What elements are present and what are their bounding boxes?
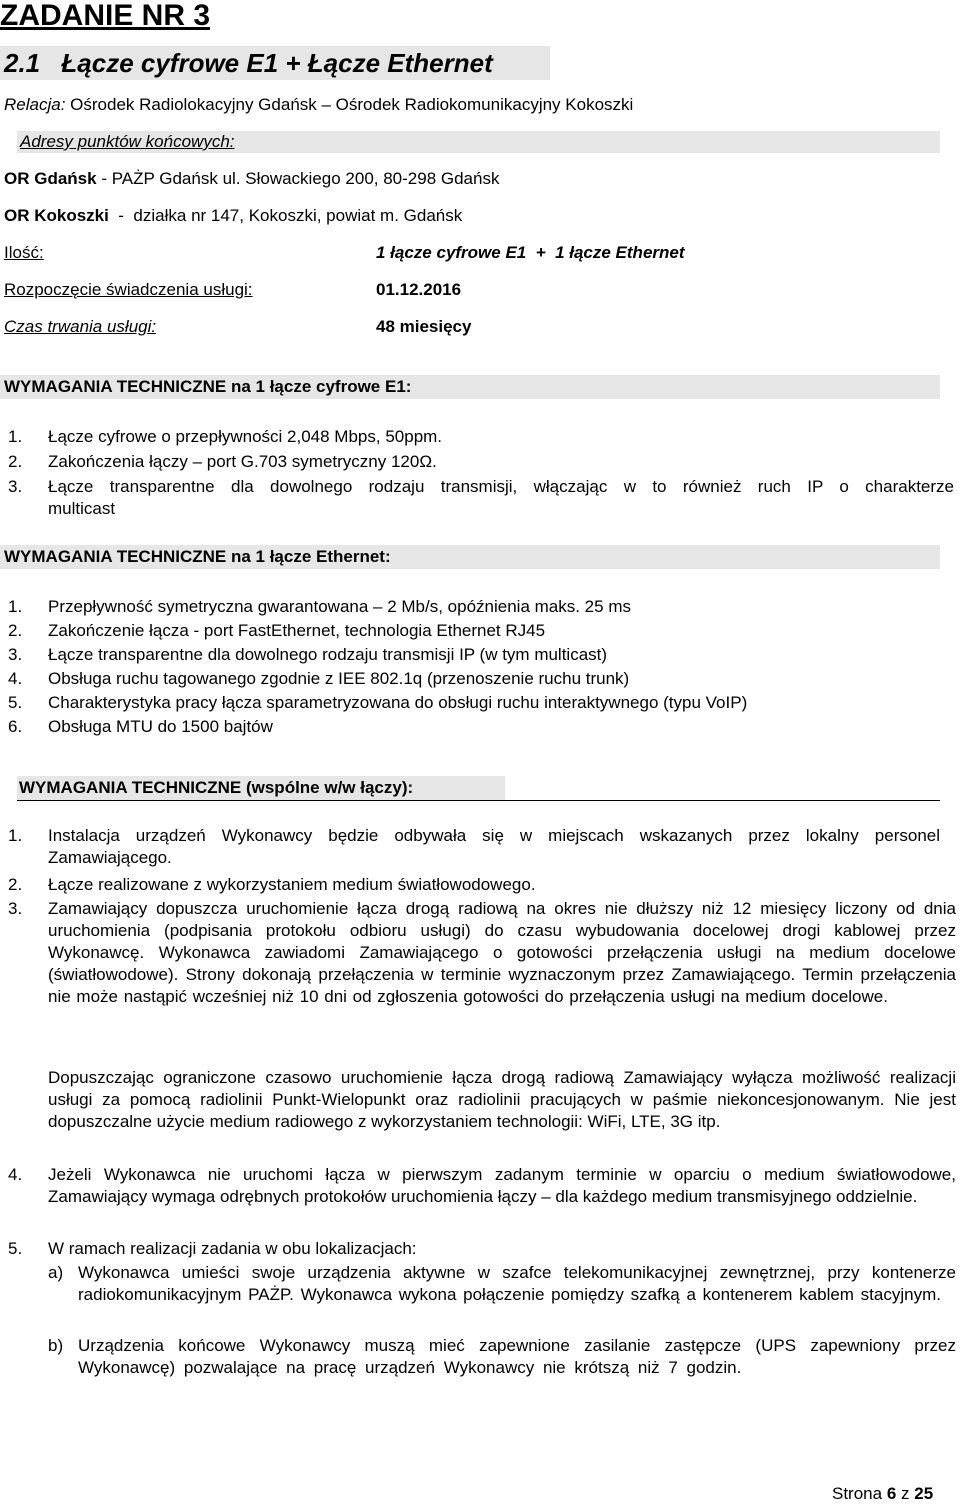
duration-label: Czas trwania usługi: [4, 317, 157, 336]
quantity-label: Ilość: [4, 243, 44, 262]
common-list-item [8, 898, 956, 1008]
eth-list-item [8, 716, 273, 738]
footer-mid: z [901, 1484, 910, 1503]
quantity-value: 1 łącze cyfrowe E1 + 1 łącze Ethernet [376, 243, 685, 262]
list-text: Urządzenia końcowe Wykonawcy muszą mieć zapewnione zasilanie zastępcze (UPS zapewniony przez Wykonawcę) pozwalające na pracę urządzeń Wykonawcy nie krótszą niż 7 godzin. [78, 1336, 956, 1377]
list-text: Łącze transparentne dla dowolnego rodzaju transmisji, włączając w to również ruch IP o charakterze multicast [48, 477, 954, 518]
list-text: Obsługa MTU do 1500 bajtów [48, 717, 273, 736]
list-text: Wykonawca umieści swoje urządzenia aktywne w szafce telekomunikacyjnej zewnętrznej, przy kontenerze radiokomunikacyjnym PAŻP. Wykonawca wykona połączenie pomiędzy szafką a kontenerem kablem stacyjnym. [78, 1263, 956, 1304]
section-number: 2.1 [4, 48, 41, 78]
list-number: 6. [8, 717, 23, 736]
e1-list-item [8, 451, 954, 473]
list-letter: b) [48, 1336, 64, 1355]
e1-heading: WYMAGANIA TECHNICZNE na 1 łącze cyfrowe E1: [4, 377, 412, 396]
footer-page-number: 6 [886, 1484, 897, 1503]
relation [4, 94, 633, 116]
list-number: 1. [8, 597, 23, 616]
section-heading [0, 46, 550, 80]
sub-list-item [48, 1335, 956, 1379]
endpoint-sep: - [108, 206, 134, 225]
e1-list-item [8, 426, 954, 448]
sub-list-item [48, 1262, 956, 1306]
e1-list-item [8, 476, 954, 520]
common-list-item [8, 1238, 956, 1260]
list-number: 3. [8, 899, 23, 918]
page-footer [832, 1483, 933, 1505]
common-list-continuation [8, 1067, 956, 1133]
eth-list-item [8, 644, 607, 666]
endpoints-heading: Adresy punktów końcowych: [20, 132, 235, 151]
footer-prefix: Strona [832, 1484, 883, 1503]
common-heading-bar [17, 776, 505, 800]
eth-heading: WYMAGANIA TECHNICZNE na 1 łącze Ethernet: [4, 547, 391, 566]
eth-list-item [8, 692, 747, 714]
e1-heading-bar [0, 375, 940, 399]
list-number: 2. [8, 875, 23, 894]
list-number: 4. [8, 1165, 23, 1184]
relation-value: Ośrodek Radiolokacyjny Gdańsk – Ośrodek Radiokomunikacyjny Kokoszki [70, 95, 634, 114]
relation-label: Relacja: [4, 95, 66, 114]
list-number: 3. [8, 477, 23, 496]
list-number: 4. [8, 669, 23, 688]
endpoint-address: działka nr 147, Kokoszki, powiat m. Gdańsk [133, 206, 463, 225]
duration-value: 48 miesięcy [376, 317, 472, 336]
list-text: Zakończenie łącza - port FastEthernet, technologia Ethernet RJ45 [48, 621, 546, 640]
endpoint-sep: - [96, 169, 112, 188]
list-text: Łącze realizowane z wykorzystaniem medium światłowodowego. [48, 875, 536, 894]
list-text: Przepływność symetryczna gwarantowana – 2 Mb/s, opóźnienia maks. 25 ms [48, 597, 631, 616]
endpoint-gdansk [4, 168, 499, 190]
list-text: Jeżeli Wykonawca nie uruchomi łącza w pierwszym zadanym terminie w oparciu o medium światłowodowe, Zamawiający wymaga odrębnych protokołów uruchomienia łączy – dla każdego medium transmisyjnego oddzielnie. [48, 1165, 956, 1206]
common-list-item [8, 874, 940, 896]
common-heading-rule [17, 800, 940, 801]
list-text: Zakończenia łączy – port G.703 symetryczny 120Ω. [48, 452, 437, 471]
common-heading: WYMAGANIA TECHNICZNE (wspólne w/w łączy): [19, 778, 414, 797]
eth-list-item [8, 668, 629, 690]
list-number: 1. [8, 826, 23, 845]
endpoint-address: PAŻP Gdańsk ul. Słowackiego 200, 80-298 Gdańsk [111, 169, 500, 188]
list-text: Obsługa ruchu tagowanego zgodnie z IEE 802.1q (przenoszenie ruchu trunk) [48, 669, 630, 688]
list-text: Zamawiający dopuszcza uruchomienie łącza drogą radiową na okres nie dłuższy niż 12 miesięcy liczony od dnia uruchomienia (podpisania protokołu odbioru usługi) do czasu wybudowania docelowej drogi kablowej przez Wykonawcę. Wykonawca zawiadomi Zamawiającego o gotowości przełączenia usługi na medium docelowe (światłowodowe). Strony dokonają przełączenia w terminie wyznaczonym przez Zamawiającego. Termin przełączenia nie może nastąpić wcześniej niż 10 dni od zgłoszenia gotowości do przełączenia usługi na medium docelowe. [48, 899, 956, 1006]
footer-page-total: 25 [914, 1484, 934, 1503]
list-text: Łącze cyfrowe o przepływności 2,048 Mbps, 50ppm. [48, 427, 443, 446]
endpoint-code: OR Gdańsk [4, 169, 97, 188]
list-text: Charakterystyka pracy łącza sparametryzowana do obsługi ruchu interaktywnego (typu VoIP) [48, 693, 748, 712]
endpoint-code: OR Kokoszki [4, 206, 109, 225]
list-letter: a) [48, 1263, 64, 1282]
start-label: Rozpoczęcie świadczenia usługi: [4, 280, 253, 299]
list-text: Łącze transparentne dla dowolnego rodzaju transmisji IP (w tym multicast) [48, 645, 608, 664]
list-number: 1. [8, 427, 23, 446]
list-number: 2. [8, 621, 23, 640]
list-number: 5. [8, 693, 23, 712]
list-number: 2. [8, 452, 23, 471]
endpoint-kokoszki [4, 205, 462, 227]
list-number: 5. [8, 1239, 23, 1258]
common-list-item [8, 1164, 956, 1208]
common-list-item [8, 825, 940, 869]
list-text: Instalacja urządzeń Wykonawcy będzie odbywała się w miejscach wskazanych przez lokalny personel Zamawiającego. [48, 826, 940, 867]
document-title: ZADANIE NR 3 [0, 0, 211, 32]
list-text: Dopuszczając ograniczone czasowo uruchomienie łącza drogą radiową Zamawiający wyłącza możliwość realizacji usługi za pomocą radiolinii Punkt-Wielopunkt oraz radiolinii pracujących w paśmie niekoncesjonowanym. Nie jest dopuszczalne użycie medium radiowego z wykorzystaniem technologii: WiFi, LTE, 3G itp. [48, 1068, 956, 1131]
eth-list-item [8, 596, 631, 618]
eth-list-item [8, 620, 545, 642]
list-number: 3. [8, 645, 23, 664]
endpoints-heading-bar [17, 131, 940, 153]
eth-heading-bar [0, 545, 940, 569]
start-value: 01.12.2016 [376, 280, 462, 299]
section-title: Łącze cyfrowe E1 + Łącze Ethernet [61, 48, 493, 78]
list-text: W ramach realizacji zadania w obu lokalizacjach: [48, 1239, 417, 1258]
